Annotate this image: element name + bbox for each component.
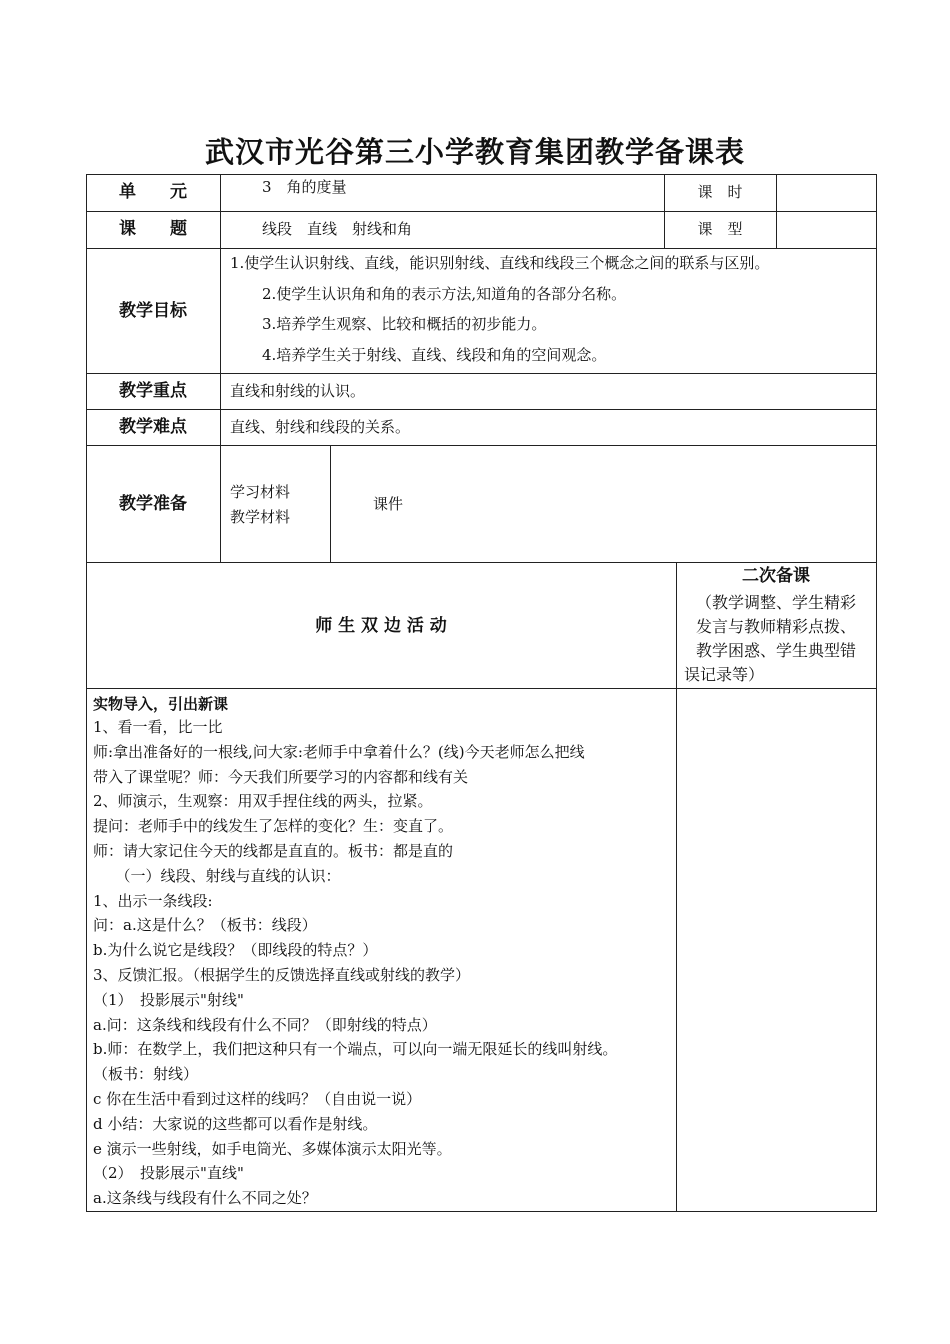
table-row-divider	[86, 211, 877, 212]
table-row-divider	[86, 562, 877, 563]
content-line: 带入了课堂呢？师：今天我们所要学习的内容都和线有关	[93, 767, 469, 786]
table-border-right	[876, 174, 877, 1211]
content-line: 提问：老师手中的线发生了怎样的变化？生：变直了。	[93, 817, 454, 836]
table-border-bottom	[86, 1211, 877, 1212]
content-line: b.师：在数学上，我们把这种只有一个端点，可以向一端无限延长的线叫射线。	[93, 1040, 618, 1059]
content-line: 1、出示一条线段:	[93, 891, 213, 910]
page-title: 武汉市光谷第三小学教育集团教学备课表	[204, 135, 745, 169]
table-row-divider	[86, 688, 877, 689]
header-divider	[776, 174, 777, 248]
content-line: b.为什么说它是线段？（即线段的特点？）	[93, 941, 378, 960]
content-line: （板书：射线）	[93, 1065, 199, 1084]
section-title: 实物导入，引出新课	[93, 695, 229, 713]
content-line: （2） 投影展示"直线"	[93, 1164, 244, 1183]
content-line: a.这条线与线段有什么不同之处？	[93, 1189, 317, 1208]
table-border-left	[86, 174, 87, 1211]
objectives-label: 教学目标	[119, 301, 187, 321]
unit-label: 单 元	[119, 182, 187, 202]
content-line: d 小结：大家说的这些都可以看作是射线。	[93, 1114, 378, 1133]
second-prep-note: （教学调整、学生精彩	[695, 593, 856, 612]
period-label: 课 时	[697, 183, 743, 201]
key-point-label: 教学重点	[119, 381, 187, 401]
second-prep-note: 误记录等）	[684, 665, 765, 684]
difficulty-value: 直线、射线和线段的关系。	[230, 418, 411, 436]
table-border-top	[86, 174, 877, 175]
topic-value: 线段 直线 射线和角	[262, 220, 413, 238]
content-line: 师：请大家记住今天的线都是直直的。板书：都是直的	[93, 842, 454, 860]
objective-item: 3.培养学生观察、比较和概括的初步能力。	[262, 315, 547, 333]
label-column-divider	[220, 174, 221, 562]
content-line: c 你在生活中看到过这样的线吗？（自由说一说）	[93, 1090, 422, 1108]
content-line: （一）线段、射线与直线的认识：	[93, 866, 341, 885]
second-prep-note: 教学困惑、学生典型错	[695, 641, 856, 660]
content-line: 问：a.这是什么？（板书：线段）	[93, 916, 317, 935]
content-line: 3、反馈汇报。（根据学生的反馈选择直线或射线的教学）	[93, 966, 471, 984]
second-prep-title: 二次备课	[742, 566, 810, 586]
preparation-value: 课件	[373, 495, 404, 513]
content-line: 1、看一看，比一比	[93, 718, 223, 736]
table-row-divider	[86, 445, 877, 446]
table-row-divider	[86, 248, 877, 249]
content-line: e 演示一些射线，如手电筒光、多媒体演示太阳光等。	[93, 1139, 452, 1158]
objective-item: 2.使学生认识角和角的表示方法,知道角的各部分名称。	[262, 285, 627, 303]
prep-divider	[330, 445, 331, 562]
objective-item: 4.培养学生关于射线、直线、线段和角的空间观念。	[262, 346, 607, 364]
preparation-sub-label: 教学材料	[230, 508, 291, 526]
content-line: 师:拿出准备好的一根线,问大家:老师手中拿着什么？(线)今天老师怎么把线	[93, 742, 585, 761]
second-prep-note: 发言与教师精彩点拨、	[695, 617, 856, 636]
type-label: 课 型	[697, 220, 743, 238]
content-line: a.问：这条线和线段有什么不同？（即射线的特点）	[93, 1015, 437, 1034]
preparation-sub-label: 学习材料	[230, 483, 291, 501]
activity-heading: 师 生 双 边 活 动	[315, 616, 447, 636]
unit-value: 3 角的度量	[262, 178, 347, 196]
topic-label: 课 题	[119, 219, 187, 239]
preparation-label: 教学准备	[119, 494, 187, 514]
key-point-value: 直线和射线的认识。	[230, 382, 366, 400]
content-line: 2、师演示，生观察：用双手捏住线的两头，拉紧。	[93, 792, 433, 811]
content-line: （1） 投影展示"射线"	[93, 990, 244, 1009]
difficulty-label: 教学难点	[119, 417, 187, 437]
table-row-divider	[86, 409, 877, 410]
table-row-divider	[86, 373, 877, 374]
objective-item: 1.使学生认识射线、直线，能识别射线、直线和线段三个概念之间的联系与区别。	[230, 254, 770, 272]
